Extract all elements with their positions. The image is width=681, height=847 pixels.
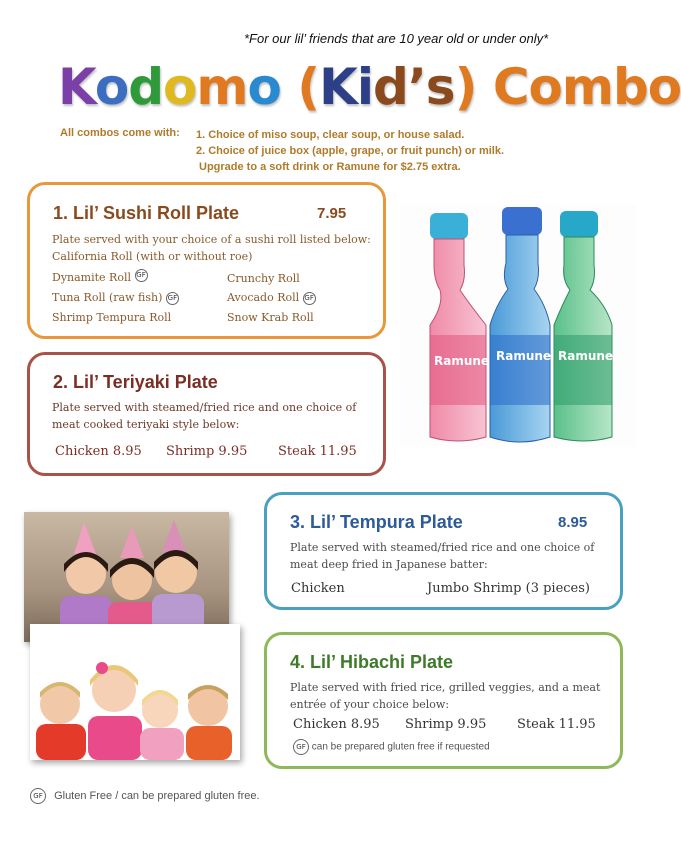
teriyaki-steak: Steak 11.95 xyxy=(278,444,357,459)
combo-line-3: Upgrade to a soft drink or Ramune for $2.75 extra. xyxy=(199,161,461,173)
hibachi-shrimp: Shrimp 9.95 xyxy=(405,717,487,732)
title-part-8: i xyxy=(356,58,374,116)
teriyaki-plate-title: 2. Lil’ Teriyaki Plate xyxy=(53,372,218,392)
sushi-plate-price: 7.95 xyxy=(317,205,347,222)
roll-shrimp-tempura: Shrimp Tempura Roll xyxy=(52,311,172,324)
hibachi-plate-desc: Plate served with fried rice, grilled veggies, and a meat entrée of your choice below: xyxy=(290,681,601,711)
ramune-label-3: Ramune xyxy=(558,349,614,363)
sushi-plate-title: 1. Lil’ Sushi Roll Plate xyxy=(53,203,240,223)
bottle-original xyxy=(490,207,550,442)
title-part-11: ) Combo xyxy=(454,58,681,116)
sushi-plate-desc: Plate served with your choice of a sushi roll listed below: xyxy=(52,233,371,246)
age-note: *For our lil’ friends that are 10 year old or under only* xyxy=(244,31,549,46)
gluten-free-legend: GF Gluten Free / can be prepared gluten free. xyxy=(30,788,260,804)
tempura-chicken: Chicken xyxy=(291,581,345,596)
gluten-free-icon: GF xyxy=(303,292,316,305)
gluten-free-icon: GF xyxy=(30,788,46,804)
hibachi-gf-note: GF can be prepared gluten free if requested xyxy=(293,739,490,755)
combo-line-2: 2. Choice of juice box (apple, grape, or fruit punch) or milk. xyxy=(196,145,505,157)
teriyaki-chicken: Chicken 8.95 xyxy=(55,444,142,459)
gluten-free-icon: GF xyxy=(166,292,179,305)
tempura-jumbo-shrimp: Jumbo Shrimp (3 pieces) xyxy=(427,581,590,596)
title-part-1: o xyxy=(94,58,129,116)
tempura-plate-price: 8.95 xyxy=(558,514,588,531)
page-title xyxy=(58,58,681,116)
title-part-0: K xyxy=(58,58,95,116)
ramune-bottles-image xyxy=(400,205,636,447)
bottle-strawberry xyxy=(430,213,486,441)
combos-includes xyxy=(196,127,504,175)
sushi-plate-california: California Roll (with or without roe) xyxy=(52,250,253,263)
title-part-7: K xyxy=(319,58,357,116)
kids-party-photo xyxy=(24,512,229,642)
teriyaki-plate-card xyxy=(27,352,386,476)
ramune-label-2: Ramune xyxy=(496,349,552,363)
tempura-plate-title: 3. Lil’ Tempura Plate xyxy=(290,512,463,532)
combo-line-1: 1. Choice of miso soup, clear soup, or house salad. xyxy=(196,129,465,141)
roll-tuna: Tuna Roll (raw fish) GF xyxy=(52,291,178,304)
bottle-melon xyxy=(554,211,612,441)
ramune-label-1: Ramune xyxy=(434,354,490,368)
title-part-2: d xyxy=(128,58,164,116)
hibachi-chicken: Chicken 8.95 xyxy=(293,717,380,732)
hibachi-plate-title: 4. Lil’ Hibachi Plate xyxy=(290,652,454,672)
title-part-9: d xyxy=(373,58,408,116)
roll-crunchy: Crunchy Roll xyxy=(227,272,300,285)
title-part-6: ( xyxy=(280,58,320,116)
tempura-plate-card xyxy=(264,492,623,610)
gluten-free-icon: GF xyxy=(293,739,309,755)
hibachi-plate-card xyxy=(264,632,623,769)
tempura-plate-desc: Plate served with steamed/fried rice and one choice of meat deep fried in Japanese batter: xyxy=(290,541,595,571)
sushi-plate-card xyxy=(27,182,386,339)
gluten-free-icon: GF xyxy=(135,269,148,282)
teriyaki-shrimp: Shrimp 9.95 xyxy=(166,444,248,459)
roll-dynamite: Dynamite Roll GF xyxy=(52,270,146,284)
title-part-10: ’s xyxy=(407,58,455,116)
title-part-3: o xyxy=(163,58,197,116)
combos-label: All combos come with: xyxy=(60,127,180,139)
roll-snow-krab: Snow Krab Roll xyxy=(227,311,314,324)
title-part-5: o xyxy=(247,58,281,116)
title-part-4: m xyxy=(196,58,248,116)
teriyaki-plate-desc: Plate served with steamed/fried rice and one choice of meat cooked teriyaki style below: xyxy=(52,401,357,431)
kids-smiling-photo xyxy=(30,624,240,760)
hibachi-steak: Steak 11.95 xyxy=(517,717,596,732)
roll-avocado: Avocado Roll GF xyxy=(227,291,314,304)
